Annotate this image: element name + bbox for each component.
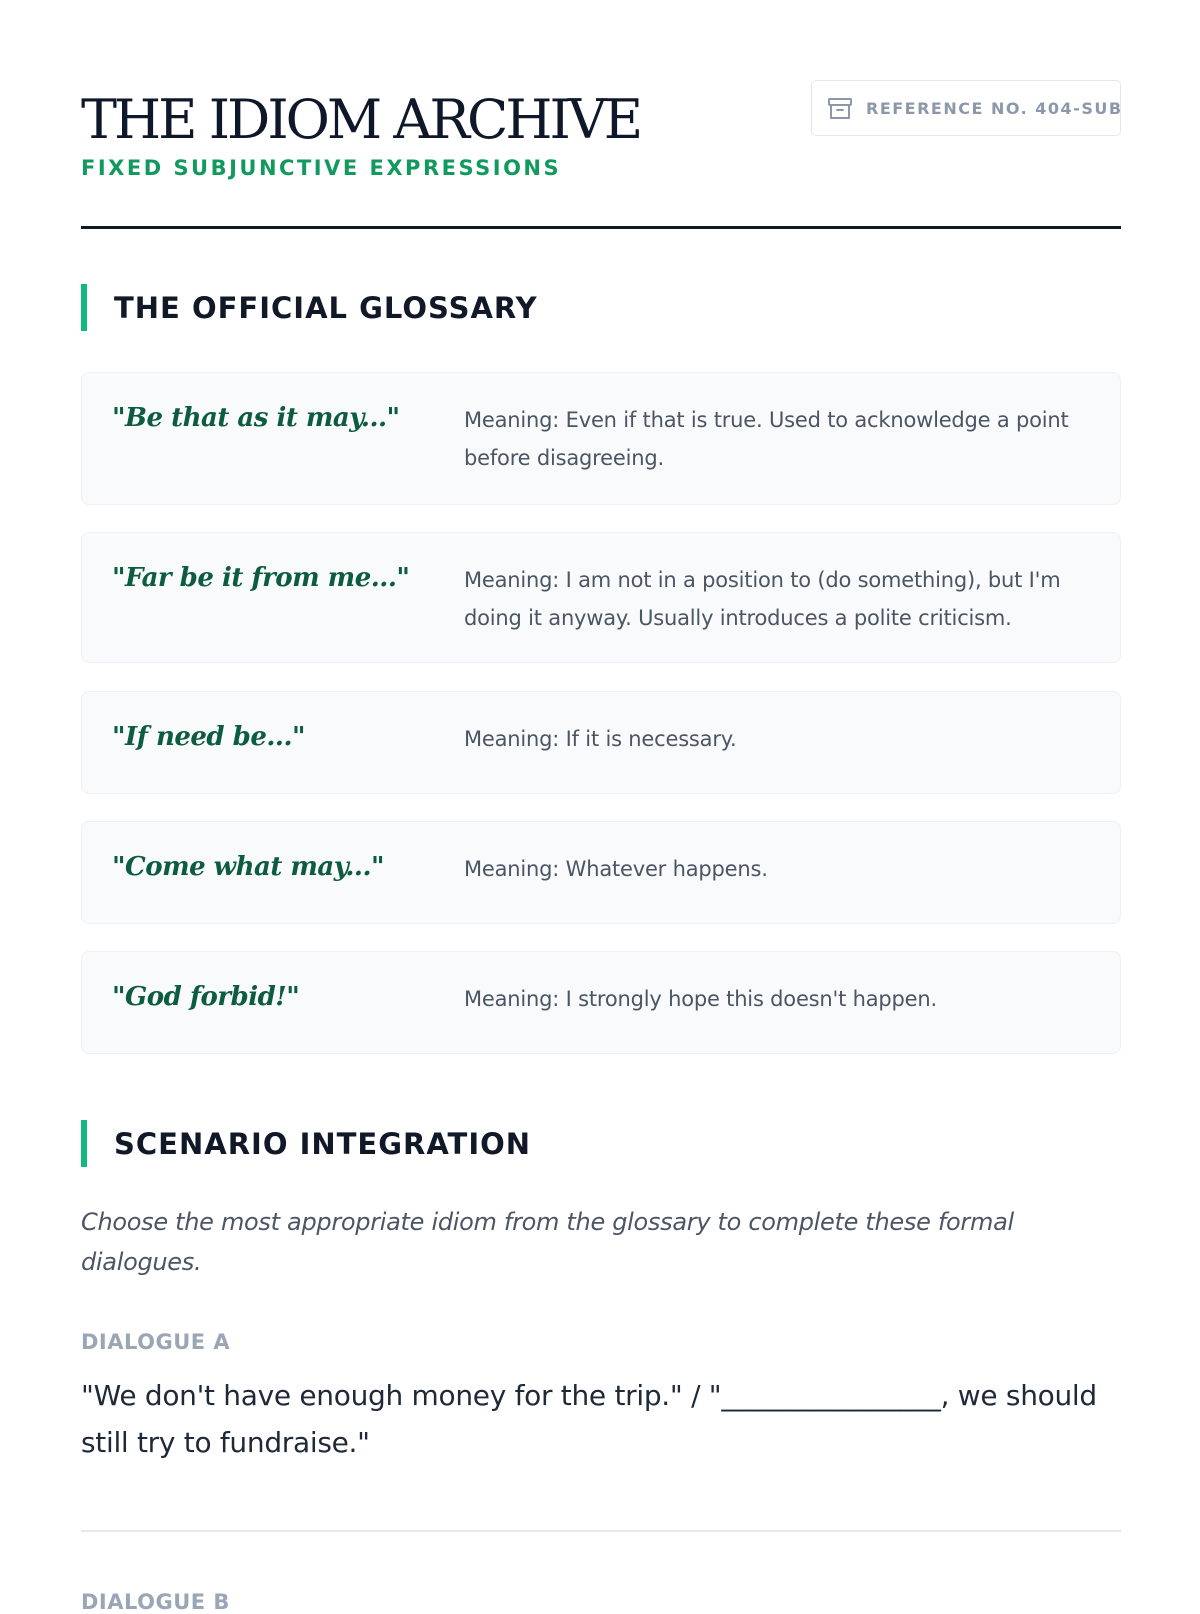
reference-badge [811, 80, 1121, 136]
glossary-card [81, 821, 1121, 924]
idiom-meaning: Meaning: I am not in a position to (do something), but I'm doing it anyway. Usually introduces a polite criticism. [464, 568, 1061, 630]
heading-accent-bar [81, 1120, 87, 1167]
idiom-meaning: Meaning: Whatever happens. [464, 857, 768, 881]
dialogue-label: DIALOGUE B [81, 1590, 230, 1614]
glossary-card [81, 951, 1121, 1054]
dialogue-divider [81, 1530, 1121, 1532]
idiom-phrase: "Far be it from me..." [112, 563, 410, 593]
heading-accent-bar [81, 284, 87, 331]
idiom-meaning: Meaning: Even if that is true. Used to acknowledge a point before disagreeing. [464, 408, 1069, 470]
header [81, 80, 1121, 230]
idiom-phrase: "Come what may..." [112, 852, 385, 882]
idiom-phrase: "Be that as it may..." [112, 403, 400, 433]
dialogue-text: "We don't have enough money for the trip." / "________________, we should still try to fundraise." [81, 1379, 1097, 1459]
idiom-meaning: Meaning: I strongly hope this doesn't happen. [464, 987, 937, 1011]
glossary-card [81, 372, 1121, 505]
glossary-card [81, 691, 1121, 794]
idiom-phrase: "If need be..." [112, 722, 306, 752]
dialogue-label: DIALOGUE A [81, 1330, 231, 1354]
glossary-card [81, 532, 1121, 663]
idiom-phrase: "God forbid!" [112, 982, 300, 1012]
header-divider [81, 226, 1121, 229]
page-subtitle: FIXED SUBJUNCTIVE EXPRESSIONS [81, 156, 562, 180]
document-page [81, 0, 1123, 1614]
glossary-heading [81, 284, 1121, 332]
instructions-text: Choose the most appropriate idiom from the glossary to complete these formal dialogues. [81, 1208, 1014, 1276]
scenario-heading-text: SCENARIO INTEGRATION [114, 1127, 532, 1161]
archive-box-icon [827, 97, 853, 121]
glossary-heading-text: THE OFFICIAL GLOSSARY [114, 291, 538, 325]
reference-label: REFERENCE NO. 404-SUB [866, 99, 1123, 118]
idiom-meaning: Meaning: If it is necessary. [464, 727, 737, 751]
scenario-heading [81, 1120, 1121, 1168]
page-title: THE IDIOM ARCHIVE [81, 88, 641, 151]
